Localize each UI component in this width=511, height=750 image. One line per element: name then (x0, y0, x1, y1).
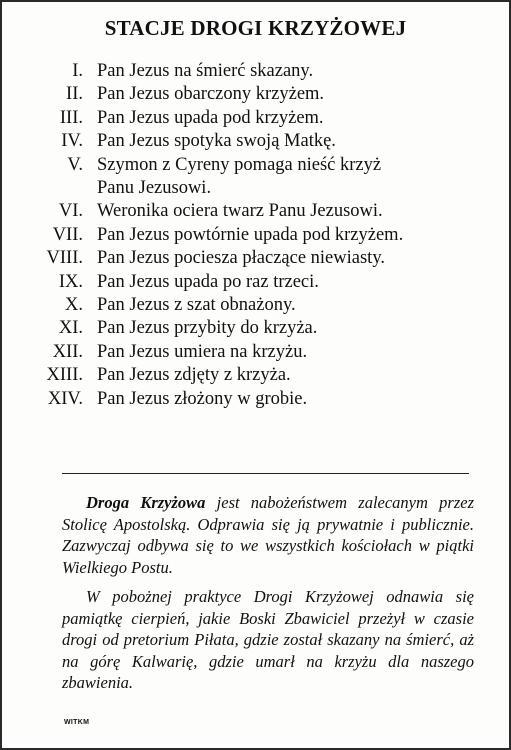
description-paragraph-1 (62, 492, 474, 578)
station-item (2, 317, 509, 340)
page-title: STACJE DROGI KRZYŻOWEJ (104, 16, 407, 40)
description-paragraph-2: W pobożnej praktyce Drogi Krzyżowej odnawia się pamiątkę cierpień, jakie Boski Zbawiciel przeżył w czasie drogi od pretorium Piłata, gdzie został skazany na śmierć, aż na górę Kalwarię, gdzie umarł na krzyżu dla naszego zbawienia. (62, 587, 474, 692)
station-text: Weronika ociera twarz Panu Jezusowi. (97, 201, 383, 222)
station-text: Pan Jezus umiera na krzyżu. (97, 341, 308, 362)
station-item (2, 107, 509, 130)
station-numeral: IV. (61, 131, 83, 152)
station-item-continuation (2, 177, 509, 200)
station-text: Pan Jezus obarczony krzyżem. (97, 84, 325, 105)
description-text-1: jest nabożeństwem zalecanym przez Stolicę Apostolską. Odprawia się ją prywatnie i publicznie. Zazwyczaj odbywa się to we wszystkich kościołach w piątki Wielkiego Postu. (62, 493, 474, 577)
publisher-mark: WITKM (64, 719, 90, 726)
station-text: Szymon z Cyreny pomaga nieść krzyż (97, 154, 382, 175)
station-item (2, 341, 509, 364)
station-text: Pan Jezus złożony w grobie. (97, 388, 308, 409)
station-text: Pan Jezus spotyka swoją Matkę. (97, 131, 336, 152)
station-text: Pan Jezus z szat obnażony. (97, 295, 296, 316)
station-text: Pan Jezus powtórnie upada pod krzyżem. (97, 224, 404, 245)
station-numeral: IX. (58, 271, 83, 292)
station-numeral: II. (66, 84, 83, 105)
station-numeral: VIII. (46, 248, 83, 269)
station-numeral: III. (59, 107, 83, 128)
station-item (2, 60, 509, 83)
station-numeral: XIV. (47, 388, 83, 409)
station-numeral: XII. (52, 341, 83, 362)
station-text: Panu Jezusowi. (97, 178, 212, 199)
station-item (2, 154, 509, 177)
description (62, 492, 474, 702)
station-numeral: X. (65, 295, 83, 316)
station-item (2, 224, 509, 247)
divider (62, 473, 469, 474)
station-numeral (2, 177, 97, 200)
station-numeral: I. (72, 61, 83, 81)
station-item (2, 364, 509, 387)
station-text: Pan Jezus na śmierć skazany. (97, 61, 314, 81)
station-item (2, 271, 509, 294)
stations-list (2, 60, 509, 411)
station-item (2, 247, 509, 270)
station-item (2, 83, 509, 106)
station-text: Pan Jezus upada pod krzyżem. (97, 107, 324, 128)
station-text: Pan Jezus zdjęty z krzyża. (97, 365, 291, 386)
station-numeral: XI. (58, 318, 83, 339)
station-item (2, 388, 509, 411)
station-text: Pan Jezus przybity do krzyża. (97, 318, 318, 339)
station-item (2, 130, 509, 153)
station-numeral: XIII. (46, 365, 83, 386)
station-numeral: VI. (58, 201, 83, 222)
description-term: Droga Krzyżowa (86, 493, 206, 512)
station-text: Pan Jezus upada po raz trzeci. (97, 271, 319, 292)
station-numeral: V. (67, 154, 83, 175)
station-item (2, 294, 509, 317)
station-numeral: VII. (52, 224, 83, 245)
station-item (2, 200, 509, 223)
station-text: Pan Jezus pociesza płaczące niewiasty. (97, 248, 385, 269)
